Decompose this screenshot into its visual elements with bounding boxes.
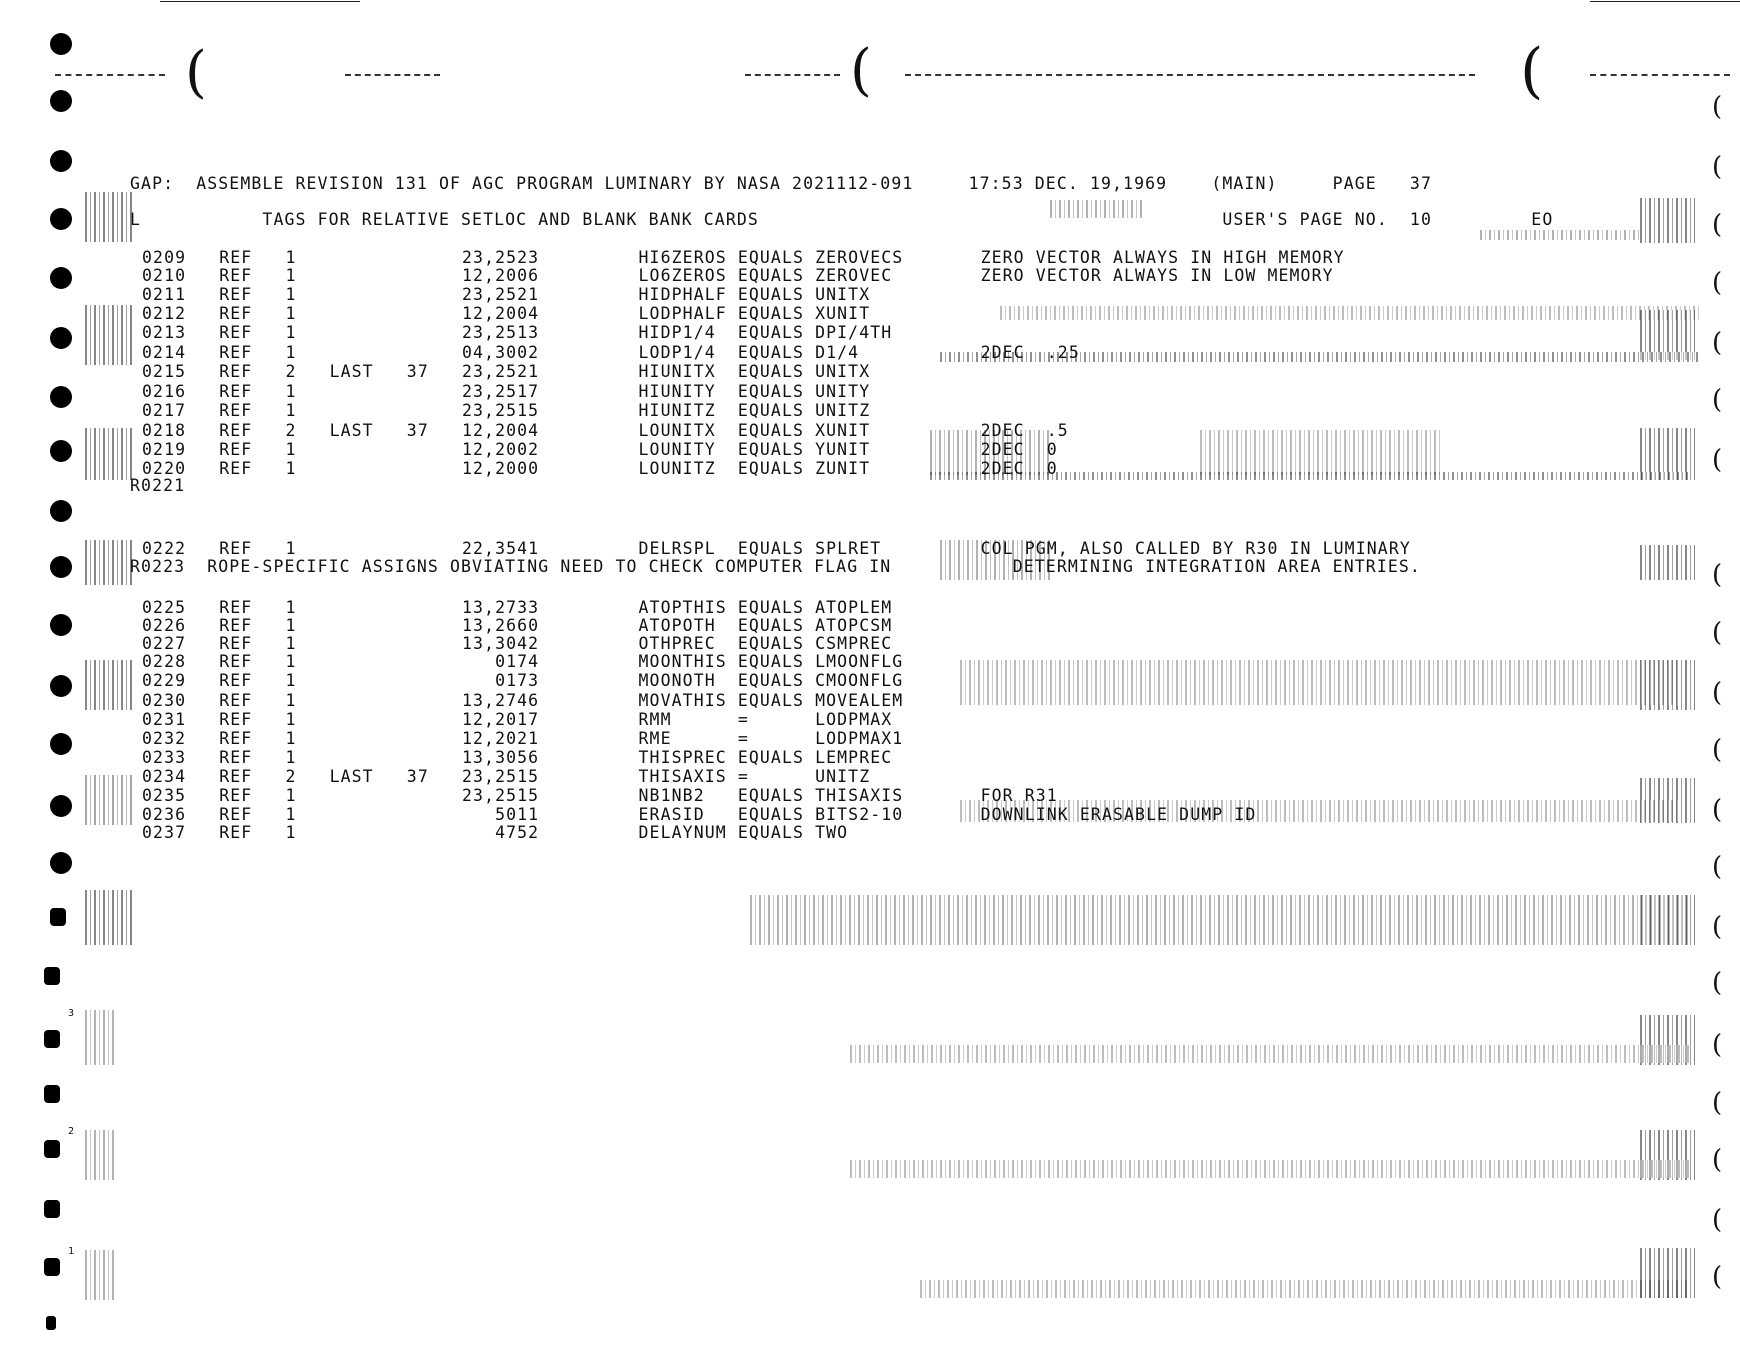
right-paren: ( — [1712, 1030, 1723, 1060]
listing-row: 0225 REF 1 13,2733 ATOPTHIS EQUALS ATOPLEM — [142, 598, 893, 617]
top-rule-right — [1590, 1, 1740, 2]
listing-row: 0229 REF 1 0173 MOONOTH EQUALS CMOONFLG — [142, 671, 904, 690]
scan-noise — [85, 890, 135, 945]
right-paren: ( — [1712, 92, 1723, 122]
listing-row: 0215 REF 2 LAST 37 23,2521 HIUNITX EQUALS UNITX — [142, 362, 871, 381]
right-paren: ( — [1712, 968, 1723, 998]
scan-noise — [85, 775, 135, 825]
top-paren-1: ( — [185, 40, 207, 105]
top-dash-5 — [1590, 74, 1730, 76]
listing-row: 0213 REF 1 23,2513 HIDP1/4 EQUALS DPI/4TH — [142, 323, 893, 342]
scan-noise — [1000, 306, 1700, 320]
scan-noise — [1200, 430, 1440, 475]
sprocket-hole — [50, 33, 72, 55]
listing-subheader: L TAGS FOR RELATIVE SETLOC AND BLANK BANK CARDS USER'S PAGE NO. 10 EO — [130, 210, 1554, 229]
right-paren: ( — [1712, 735, 1723, 765]
sprocket-hole — [44, 1085, 60, 1103]
sprocket-hole — [44, 967, 60, 985]
listing-row: 0216 REF 1 23,2517 HIUNITY EQUALS UNITY — [142, 382, 871, 401]
listing-row: 0210 REF 1 12,2006 LO6ZEROS EQUALS ZEROVEC ZERO VECTOR ALWAYS IN LOW MEMORY — [142, 266, 1334, 285]
top-paren-3: ( — [1520, 36, 1544, 106]
top-dash-3 — [745, 74, 840, 76]
sprocket-hole — [50, 150, 72, 172]
scan-noise — [1640, 198, 1695, 243]
listing-header: GAP: ASSEMBLE REVISION 131 OF AGC PROGRAM LUMINARY BY NASA 2021112-091 17:53 DEC. 19,1969 (MAIN) PAGE 37 — [130, 174, 1432, 193]
right-paren: ( — [1712, 560, 1723, 590]
sprocket-hole — [50, 90, 72, 112]
scan-noise — [85, 305, 135, 365]
listing-row: 0235 REF 1 23,2515 NB1NB2 EQUALS THISAXIS FOR R31 — [142, 786, 1058, 805]
listing-row: 0211 REF 1 23,2521 HIDPHALF EQUALS UNITX — [142, 285, 871, 304]
listing-row: R0223 ROPE-SPECIFIC ASSIGNS OBVIATING NEED TO CHECK COMPUTER FLAG IN DETERMINING INTEGRATION AREA ENTRIES. — [130, 557, 1421, 576]
top-dash-1 — [55, 74, 165, 76]
right-paren: ( — [1712, 1262, 1723, 1292]
scan-noise — [1480, 230, 1640, 240]
sprocket-hole — [50, 852, 72, 874]
right-paren: ( — [1712, 678, 1723, 708]
listing-row: 0228 REF 1 0174 MOONTHIS EQUALS LMOONFLG — [142, 652, 904, 671]
listing-row: 0218 REF 2 LAST 37 12,2004 LOUNITX EQUALS XUNIT 2DEC .5 — [142, 421, 1069, 440]
scan-noise — [850, 1045, 1690, 1063]
listing-row: 0214 REF 1 04,3002 LODP1/4 EQUALS D1/4 2DEC .25 — [142, 343, 1080, 362]
right-paren: ( — [1712, 385, 1723, 415]
scan-noise — [85, 540, 135, 585]
listing-row: 0236 REF 1 5011 ERASID EQUALS BITS2-10 DOWNLINK ERASABLE DUMP ID — [142, 805, 1257, 824]
scan-noise — [850, 1160, 1690, 1178]
sprocket-hole — [50, 795, 72, 817]
sprocket-hole — [50, 208, 72, 230]
sprocket-hole — [44, 1200, 60, 1218]
right-paren: ( — [1712, 152, 1723, 182]
sprocket-hole — [50, 500, 72, 522]
listing-row: 0230 REF 1 13,2746 MOVATHIS EQUALS MOVEALEM — [142, 691, 904, 710]
listing-row: 0217 REF 1 23,2515 HIUNITZ EQUALS UNITZ — [142, 401, 871, 420]
right-paren: ( — [1712, 1145, 1723, 1175]
listing-row: 0209 REF 1 23,2523 HI6ZEROS EQUALS ZEROVECS ZERO VECTOR ALWAYS IN HIGH MEMORY — [142, 248, 1345, 267]
margin-digit: 2 — [68, 1126, 75, 1137]
top-dash-4 — [905, 74, 1475, 76]
right-paren: ( — [1712, 618, 1723, 648]
sprocket-hole — [44, 1140, 60, 1158]
listing-row: 0234 REF 2 LAST 37 23,2515 THISAXIS = UNITZ — [142, 767, 871, 786]
right-paren: ( — [1712, 445, 1723, 475]
right-paren: ( — [1712, 1088, 1723, 1118]
sprocket-hole — [44, 1258, 60, 1276]
top-dash-2 — [345, 74, 440, 76]
sprocket-hole — [50, 327, 72, 349]
listing-row: 0227 REF 1 13,3042 OTHPREC EQUALS CSMPREC — [142, 634, 893, 653]
sprocket-hole — [50, 267, 72, 289]
scan-noise — [85, 1130, 115, 1180]
scan-noise — [85, 1010, 115, 1065]
sprocket-hole — [44, 1030, 60, 1048]
sprocket-hole — [50, 733, 72, 755]
sprocket-hole — [50, 386, 72, 408]
listing-row: 0219 REF 1 12,2002 LOUNITY EQUALS YUNIT 2DEC 0 — [142, 440, 1058, 459]
scan-noise — [85, 660, 135, 710]
right-paren: ( — [1712, 210, 1723, 240]
sprocket-hole — [50, 440, 72, 462]
scan-noise — [1640, 545, 1695, 580]
scan-noise — [85, 428, 135, 480]
listing-row: 0212 REF 1 12,2004 LODPHALF EQUALS XUNIT — [142, 304, 871, 323]
right-paren: ( — [1712, 268, 1723, 298]
sprocket-hole — [46, 1316, 56, 1330]
listing-row: 0233 REF 1 13,3056 THISPREC EQUALS LEMPREC — [142, 748, 893, 767]
scan-noise — [750, 895, 1690, 945]
listing-row: 0237 REF 1 4752 DELAYNUM EQUALS TWO — [142, 823, 849, 842]
sprocket-hole — [50, 614, 72, 636]
sprocket-hole — [50, 675, 72, 697]
listing-row: R0221 — [130, 476, 186, 495]
listing-row: 0226 REF 1 13,2660 ATOPOTH EQUALS ATOPCSM — [142, 616, 893, 635]
right-paren: ( — [1712, 328, 1723, 358]
margin-digit: 1 — [68, 1246, 75, 1257]
listing-row: 0220 REF 1 12,2000 LOUNITZ EQUALS ZUNIT 2DEC 0 — [142, 459, 1058, 478]
sprocket-hole — [50, 908, 66, 926]
scan-noise — [85, 192, 135, 242]
top-rule-left — [160, 1, 360, 2]
right-paren: ( — [1712, 1205, 1723, 1235]
scan-noise — [960, 660, 1680, 705]
right-paren: ( — [1712, 795, 1723, 825]
right-paren: ( — [1712, 912, 1723, 942]
listing-row: 0231 REF 1 12,2017 RMM = LODPMAX — [142, 710, 893, 729]
margin-digit: 3 — [68, 1008, 75, 1019]
right-paren: ( — [1712, 852, 1723, 882]
scan-noise — [85, 1250, 115, 1300]
listing-row: 0232 REF 1 12,2021 RME = LODPMAX1 — [142, 729, 904, 748]
top-paren-2: ( — [850, 38, 872, 103]
listing-row: 0222 REF 1 22,3541 DELRSPL EQUALS SPLRET COL PGM, ALSO CALLED BY R30 IN LUMINARY — [142, 539, 1411, 558]
sprocket-hole — [50, 556, 72, 578]
scan-noise — [920, 1280, 1690, 1298]
